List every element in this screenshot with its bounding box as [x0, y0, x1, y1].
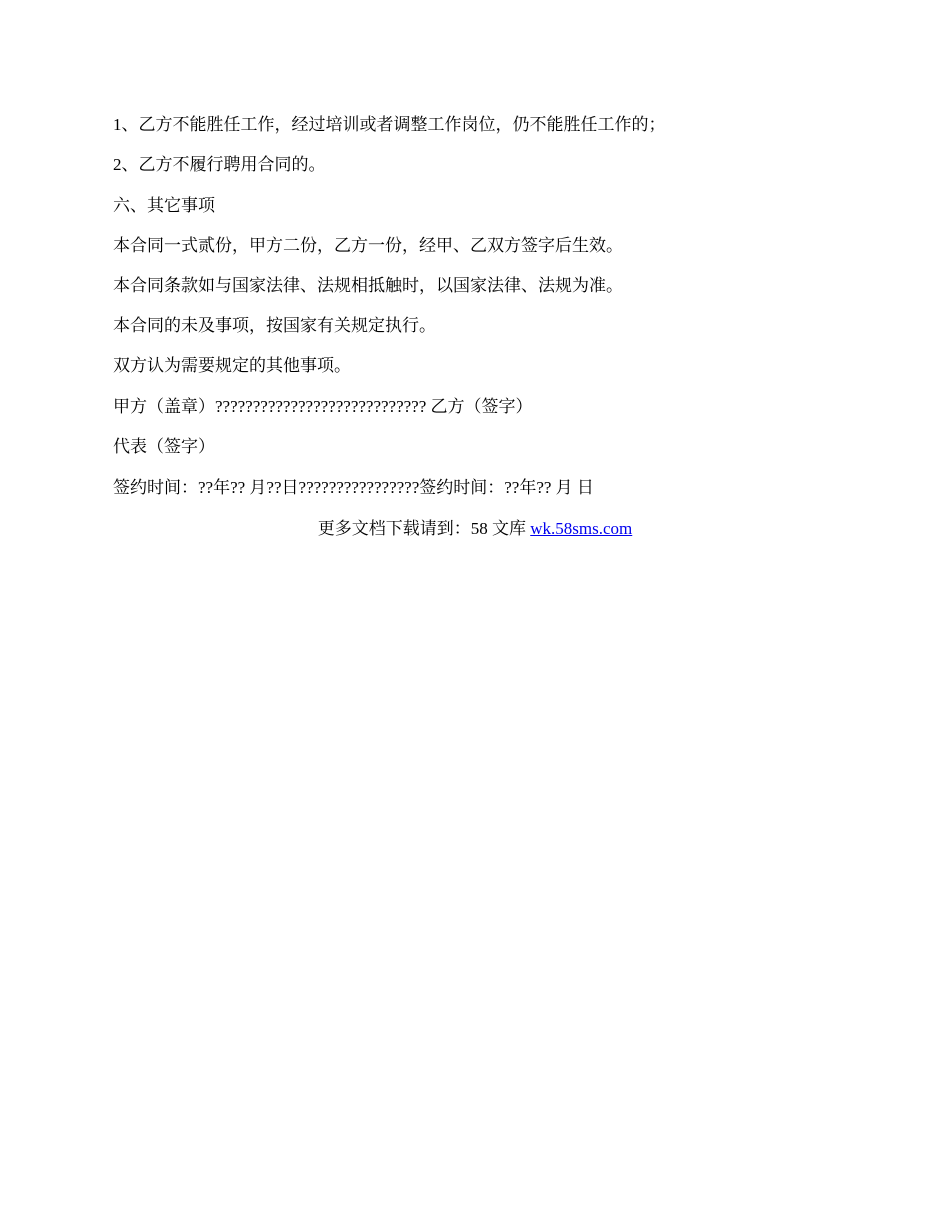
paragraph-unspecified: 本合同的未及事项，按国家有关规定执行。: [113, 316, 436, 335]
clause-line-1: 1、乙方不能胜任工作，经过培训或者调整工作岗位，仍不能胜任工作的；: [113, 115, 666, 134]
signature-parties-line: 甲方（盖章）???????????????????????????? 乙方（签字）: [113, 397, 533, 416]
representative-signature-line: 代表（签字）: [113, 437, 215, 456]
footer-text: 更多文档下载请到：58 文库: [317, 519, 531, 538]
paragraph-other-matters: 双方认为需要规定的其他事项。: [113, 356, 351, 375]
download-footer: [0, 518, 950, 540]
paragraph-copies: 本合同一式贰份，甲方二份，乙方一份，经甲、乙双方签字后生效。: [113, 236, 623, 255]
clause-line-2: 2、乙方不履行聘用合同的。: [113, 155, 326, 174]
signing-date-line: 签约时间：??年?? 月??日????????????????签约时间：??年?? 月 日: [113, 478, 594, 497]
footer-link[interactable]: wk.58sms.com: [530, 519, 633, 538]
paragraph-law: 本合同条款如与国家法律、法规相抵触时，以国家法律、法规为准。: [113, 276, 623, 295]
section-heading: 六、其它事项: [113, 196, 215, 215]
